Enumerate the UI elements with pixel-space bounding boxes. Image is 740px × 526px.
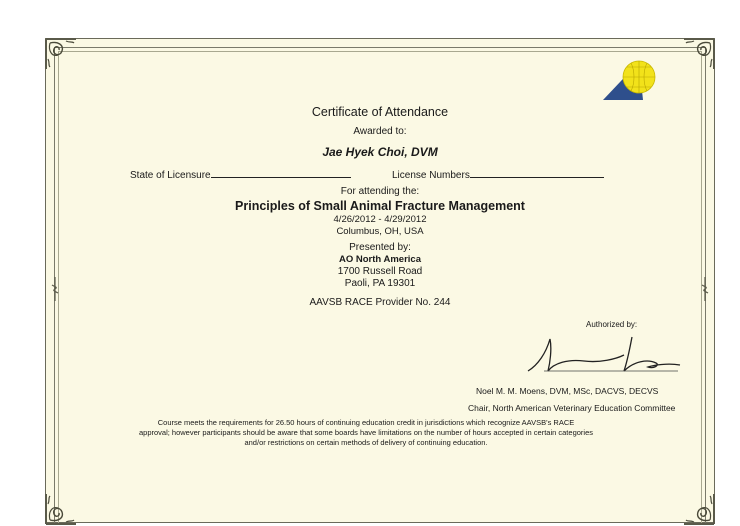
course-location: Columbus, OH, USA [336, 226, 424, 237]
awarded-to-label: Awarded to: [353, 126, 407, 137]
organization-name: AO North America [339, 254, 421, 265]
fineprint-line: approval; however participants should be aware that some boards have limitations on the number of hours accepted in certain categories [138, 428, 593, 437]
signer-title: Chair, North American Veterinary Education Committee [468, 403, 676, 413]
authorized-by-label: Authorized by: [586, 320, 638, 329]
license-numbers-field [392, 167, 604, 181]
address-line1: 1700 Russell Road [337, 266, 423, 277]
recipient-name: Jae Hyek Choi, DVM [322, 145, 438, 159]
address-line2: Paoli, PA 19301 [344, 278, 416, 289]
attending-label: For attending the: [340, 186, 420, 197]
ao-triangle-logo-icon [601, 57, 661, 103]
corner-ornament-icon [682, 492, 716, 526]
course-title: Principles of Small Animal Fracture Management [235, 199, 525, 213]
state-of-licensure-line [211, 167, 351, 178]
certificate [45, 38, 715, 523]
license-numbers-line [470, 167, 604, 178]
presented-by-label: Presented by: [349, 242, 411, 253]
corner-ornament-icon [44, 37, 78, 71]
signature-icon [524, 329, 684, 381]
license-numbers-label: License Numbers [392, 170, 470, 181]
certificate-title: Certificate of Attendance [311, 105, 449, 119]
signer-name: Noel M. M. Moens, DVM, MSc, DACVS, DECVS [476, 386, 659, 396]
course-dates: 4/26/2012 - 4/29/2012 [333, 214, 427, 225]
state-of-licensure-label: State of Licensure [130, 170, 211, 181]
corner-ornament-icon [682, 37, 716, 71]
corner-ornament-icon [44, 492, 78, 526]
fineprint-line: Course meets the requirements for 26.50 hours of continuing education credit in jurisdictions which recognize AAVSB's RACE [157, 418, 575, 427]
provider-number: AAVSB RACE Provider No. 244 [309, 297, 451, 308]
state-of-licensure-field [130, 167, 351, 181]
fineprint-line: and/or restrictions on certain methods of delivery of continuing education. [244, 438, 488, 447]
